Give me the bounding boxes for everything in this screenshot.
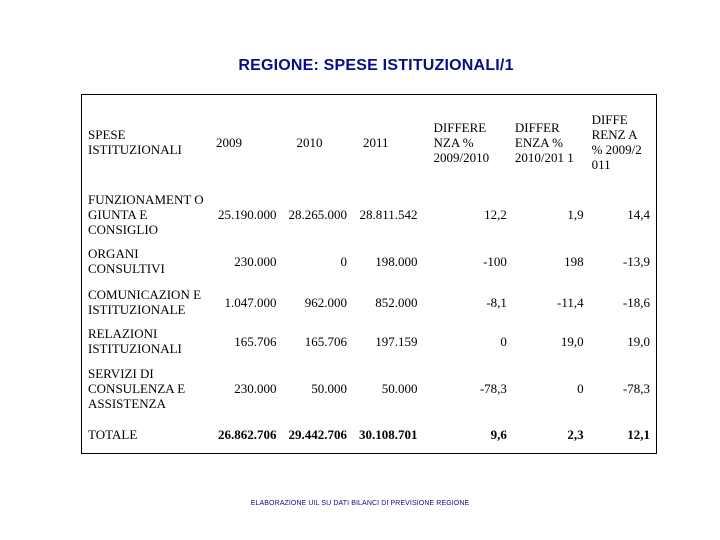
cell-diff-2010-2011: 19,0 [560, 333, 584, 349]
cell-diff-2009-2010: -78,3 [479, 380, 507, 396]
cell-diff-2010-2011: 1,9 [567, 206, 584, 222]
cell-2011: 50.000 [381, 380, 418, 396]
cell-diff-2010-2011: -11,4 [556, 294, 584, 310]
cell-diff-2009-2010: -100 [483, 253, 507, 269]
cell-2009: 25.190.000 [218, 206, 277, 222]
header-diff-2010-2011: DIFFER ENZA % 2010/201 1 [514, 119, 574, 165]
table-row [82, 283, 657, 321]
cell-2010: 0 [340, 253, 347, 269]
cell-2011: 198.000 [375, 253, 418, 269]
cell-diff-2009-2010: 12,2 [484, 206, 507, 222]
cell-diff-2009-2011: -18,6 [622, 294, 650, 310]
cell-diff-2010-2011: 198 [564, 253, 584, 269]
header-diff-2009-2011: DIFFE RENZ A % 2009/2 011 [591, 112, 642, 172]
row-label: ORGANI CONSULTIVI [88, 246, 165, 276]
cell-2009: 165.706 [234, 333, 277, 349]
table-row [82, 321, 657, 361]
cell-2011: 30.108.701 [359, 426, 418, 442]
table-header-row [82, 95, 657, 190]
cell-diff-2009-2011: 19,0 [627, 333, 650, 349]
cell-diff-2009-2010: -8,1 [486, 294, 507, 310]
header-label: SPESE ISTITUZIONALI [88, 127, 182, 157]
cell-diff-2009-2011: -78,3 [622, 380, 650, 396]
row-label: TOTALE [88, 426, 138, 442]
expenses-table [81, 94, 657, 454]
title-area [0, 0, 720, 100]
cell-2010: 28.265.000 [288, 206, 347, 222]
cell-2011: 852.000 [375, 294, 418, 310]
header-diff-2009-2010: DIFFERE NZA % 2009/2010 [433, 119, 490, 165]
table-row [82, 361, 657, 415]
cell-2010: 165.706 [304, 333, 347, 349]
row-label: SERVIZI DI CONSULENZA E ASSISTENZA [88, 365, 186, 411]
cell-2009: 230.000 [234, 380, 277, 396]
cell-2010: 962.000 [304, 294, 347, 310]
row-label: RELAZIONI ISTITUZIONALI [88, 326, 182, 356]
cell-2011: 197.159 [375, 333, 418, 349]
cell-diff-2009-2011: -13,9 [622, 253, 650, 269]
page-title: REGIONE: SPESE ISTITUZIONALI/1 [238, 57, 514, 74]
table-row [82, 239, 657, 283]
table-total-row [82, 415, 657, 454]
cell-2009: 230.000 [234, 253, 277, 269]
cell-2009: 1.047.000 [224, 294, 277, 310]
cell-2010: 50.000 [311, 380, 347, 396]
cell-diff-2010-2011: 0 [577, 380, 584, 396]
cell-2010: 29.442.706 [288, 426, 347, 442]
header-2010: 2010 [296, 134, 323, 150]
header-2009: 2009 [216, 134, 242, 150]
cell-diff-2010-2011: 2,3 [567, 426, 584, 442]
source-note: ELABORAZIONE UIL SU DATI BILANCI DI PREVISIONE REGIONE [250, 500, 470, 507]
cell-2009: 26.862.706 [218, 426, 277, 442]
cell-2011: 28.811.542 [359, 206, 418, 222]
row-label: COMUNICAZION E ISTITUZIONALE [88, 287, 202, 317]
cell-diff-2009-2010: 0 [500, 333, 507, 349]
cell-diff-2009-2011: 12,1 [627, 426, 650, 442]
cell-diff-2009-2010: 9,6 [490, 426, 507, 442]
cell-diff-2009-2011: 14,4 [627, 206, 650, 222]
header-2011: 2011 [363, 134, 389, 150]
table-row [82, 189, 657, 239]
row-label: FUNZIONAMENT O GIUNTA E CONSIGLIO [88, 191, 204, 237]
